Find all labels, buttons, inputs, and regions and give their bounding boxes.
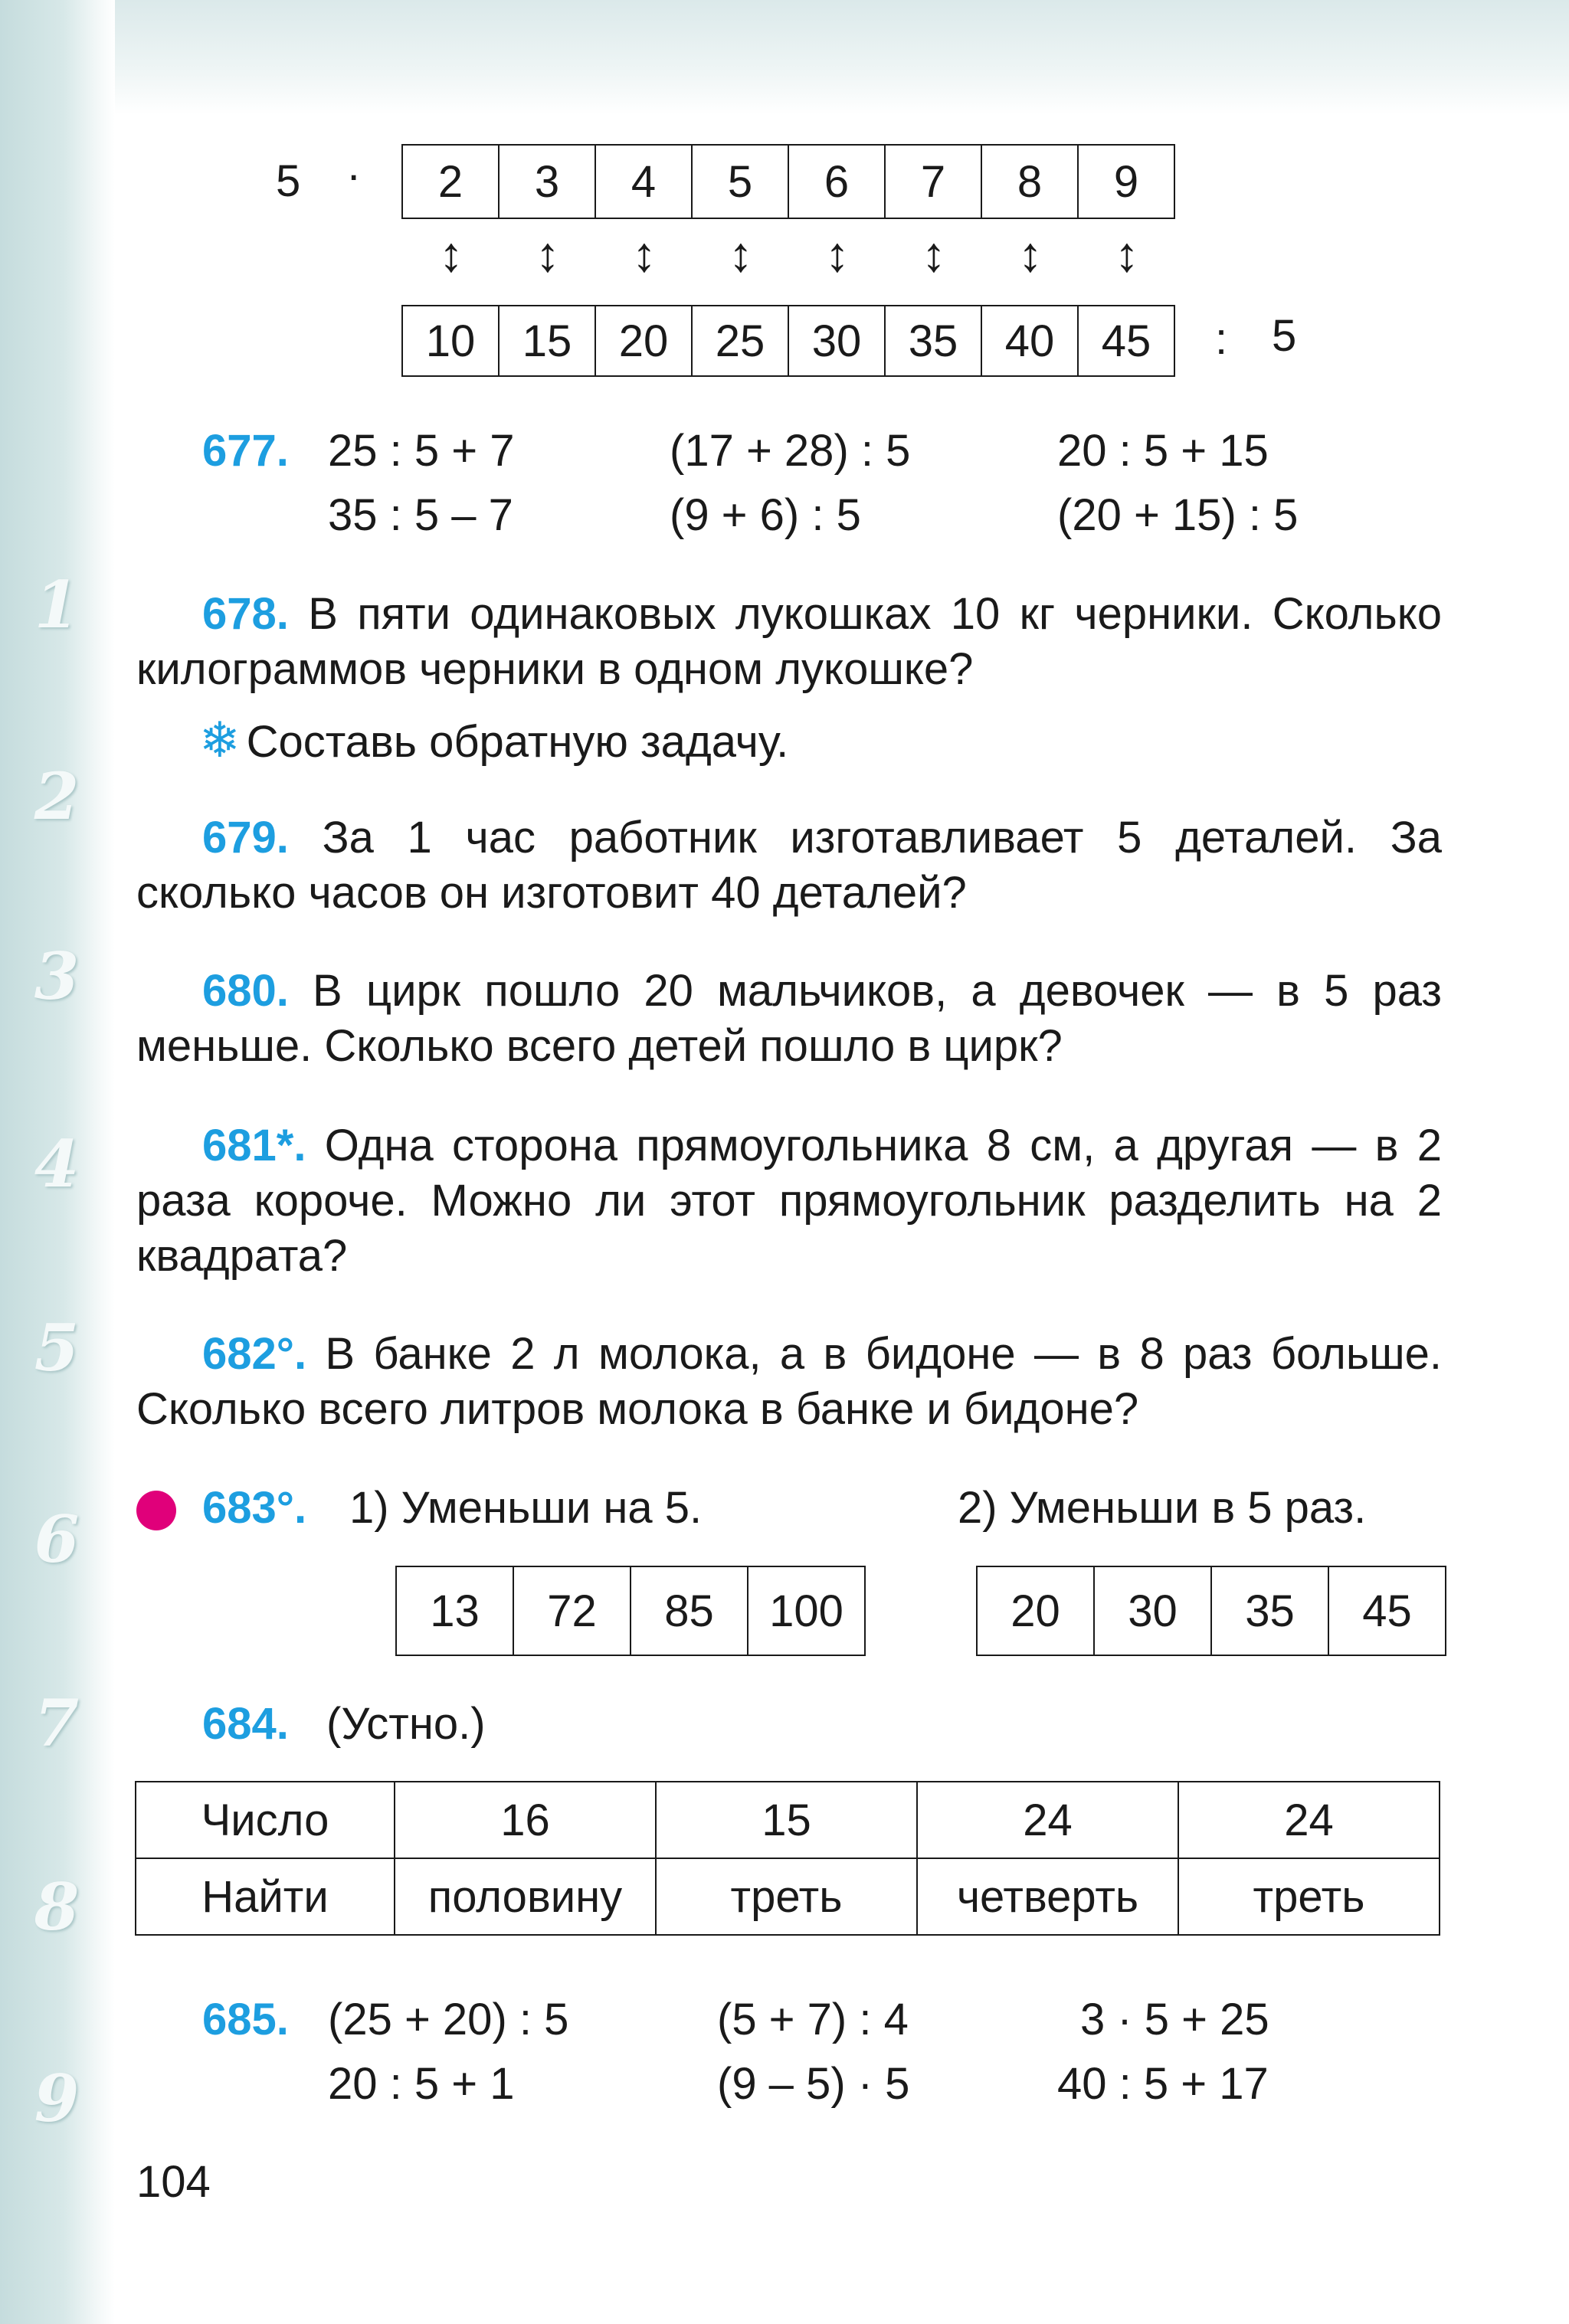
- table-cell: треть: [656, 1858, 917, 1935]
- side-digit: 5: [34, 1310, 80, 1386]
- exercise-678-task: [199, 712, 789, 768]
- bottom-cell: 45: [1078, 306, 1174, 376]
- side-digit: 6: [34, 1501, 80, 1577]
- exercise-number: 677.: [202, 426, 289, 476]
- side-digit: 7: [34, 1685, 80, 1761]
- top-cell: 9: [1078, 145, 1174, 218]
- bottom-cell: 15: [499, 306, 595, 376]
- expression: 20 : 5 + 15: [1057, 426, 1269, 476]
- expression: (5 + 7) : 4: [717, 1995, 909, 2044]
- table-cell: Число: [136, 1782, 395, 1858]
- multiplier: 5: [276, 156, 301, 206]
- top-cell: 6: [788, 145, 885, 218]
- side-digit: 1: [34, 567, 80, 643]
- side-digit: 4: [34, 1126, 80, 1202]
- side-digit: 3: [34, 938, 80, 1014]
- expression: 3 · 5 + 25: [1080, 1995, 1269, 2044]
- side-digit: 8: [34, 1869, 80, 1945]
- bottom-cell: 25: [692, 306, 788, 376]
- exercise-number: 679.: [202, 813, 289, 862]
- top-cell: 2: [402, 145, 499, 218]
- expression: (9 – 5) · 5: [717, 2059, 910, 2109]
- table-cell: Найти: [136, 1858, 395, 1935]
- table-cell: 13: [396, 1566, 513, 1655]
- exercise-text: В банке 2 л молока, а в бидоне — в 8 раз больше. Сколько всего литров молока в банке и бидоне?: [136, 1329, 1442, 1434]
- updown-arrow-icon: ↕: [632, 227, 657, 282]
- decrease-by-five-table: [395, 1566, 866, 1656]
- table-cell: 30: [1094, 1566, 1211, 1655]
- table-cell: четверть: [917, 1858, 1178, 1935]
- table-cell: 85: [631, 1566, 748, 1655]
- divide-sign: :: [1215, 314, 1228, 364]
- expression: (9 + 6) : 5: [670, 490, 861, 540]
- side-digit: 2: [34, 758, 80, 834]
- top-number-row: [401, 144, 1175, 219]
- updown-arrow-icon: ↕: [1115, 227, 1139, 282]
- top-cell: 7: [885, 145, 981, 218]
- table-cell: 20: [977, 1566, 1094, 1655]
- expression: (17 + 28) : 5: [670, 426, 911, 476]
- exercise-number: 685.: [202, 1995, 289, 2044]
- table-cell: 72: [513, 1566, 631, 1655]
- page-number: 104: [136, 2157, 211, 2207]
- updown-arrow-icon: ↕: [1018, 227, 1043, 282]
- exercise-678: [136, 587, 1442, 697]
- exercise-number: 678.: [202, 589, 289, 639]
- table-cell: треть: [1178, 1858, 1440, 1935]
- exercise-number: 682°.: [202, 1329, 307, 1379]
- bottom-cell: 30: [788, 306, 885, 376]
- updown-arrow-icon: ↕: [922, 227, 946, 282]
- expression: (20 + 15) : 5: [1057, 490, 1299, 540]
- top-cell: 3: [499, 145, 595, 218]
- task-text: Составь обратную задачу.: [246, 717, 789, 767]
- fraction-table: [135, 1781, 1440, 1936]
- table-cell: 15: [656, 1782, 917, 1858]
- left-decor-band: [0, 0, 115, 2324]
- exercise-682: [136, 1327, 1442, 1437]
- updown-arrow-icon: ↕: [729, 227, 753, 282]
- expression: 40 : 5 + 17: [1057, 2059, 1269, 2109]
- part-two-text: 2) Уменьши в 5 раз.: [958, 1483, 1367, 1533]
- table-cell: 24: [1178, 1782, 1440, 1858]
- bottom-cell: 40: [981, 306, 1078, 376]
- expression: 25 : 5 + 7: [328, 426, 515, 476]
- pink-marker-dot: [136, 1491, 176, 1530]
- bottom-number-row: [401, 305, 1175, 377]
- top-cell: 8: [981, 145, 1078, 218]
- divisor: 5: [1272, 311, 1297, 361]
- table-cell: 100: [748, 1566, 865, 1655]
- expression: (25 + 20) : 5: [328, 1995, 569, 2044]
- exercise-679: [136, 810, 1442, 921]
- table-cell: 45: [1328, 1566, 1446, 1655]
- table-cell: 35: [1211, 1566, 1328, 1655]
- exercise-number: 681*.: [202, 1121, 306, 1170]
- table-cell: половину: [395, 1858, 656, 1935]
- exercise-text: Одна сторона прямоугольника 8 см, а другая — в 2 раза короче. Можно ли этот прямоугольник разделить на 2 квадрата?: [136, 1121, 1442, 1281]
- exercise-680: [136, 964, 1442, 1074]
- bottom-cell: 35: [885, 306, 981, 376]
- exercise-text: В цирк пошло 20 мальчиков, а девочек — в 5 раз меньше. Сколько всего детей пошло в цирк?: [136, 966, 1442, 1071]
- bottom-cell: 20: [595, 306, 692, 376]
- exercise-note: (Устно.): [326, 1699, 486, 1749]
- snowflake-icon: ❄: [199, 712, 241, 768]
- exercise-text: В пяти одинаковых лукошках 10 кг черники. Сколько килограммов черники в одном лукошке?: [136, 589, 1442, 694]
- exercise-681: [136, 1118, 1442, 1284]
- decrease-five-times-table: [976, 1566, 1446, 1656]
- exercise-text: За 1 час работник изготавливает 5 деталей. За сколько часов он изготовит 40 деталей?: [136, 813, 1442, 918]
- top-cell: 4: [595, 145, 692, 218]
- part-one-text: 1) Уменьши на 5.: [349, 1483, 703, 1533]
- multiply-dot: ·: [346, 150, 362, 200]
- expression: 35 : 5 – 7: [328, 490, 513, 540]
- top-decor-band: [0, 0, 1569, 115]
- exercise-number: 684.: [202, 1699, 289, 1749]
- table-row: [136, 1782, 1440, 1858]
- side-digit: 9: [34, 2061, 80, 2136]
- bottom-cell: 10: [402, 306, 499, 376]
- table-row: [136, 1858, 1440, 1935]
- exercise-number: 680.: [202, 966, 289, 1016]
- table-cell: 16: [395, 1782, 656, 1858]
- table-cell: 24: [917, 1782, 1178, 1858]
- updown-arrow-icon: ↕: [439, 227, 463, 282]
- updown-arrow-icon: ↕: [825, 227, 850, 282]
- expression: 20 : 5 + 1: [328, 2059, 515, 2109]
- updown-arrow-icon: ↕: [536, 227, 560, 282]
- top-cell: 5: [692, 145, 788, 218]
- exercise-number: 683°.: [202, 1483, 307, 1533]
